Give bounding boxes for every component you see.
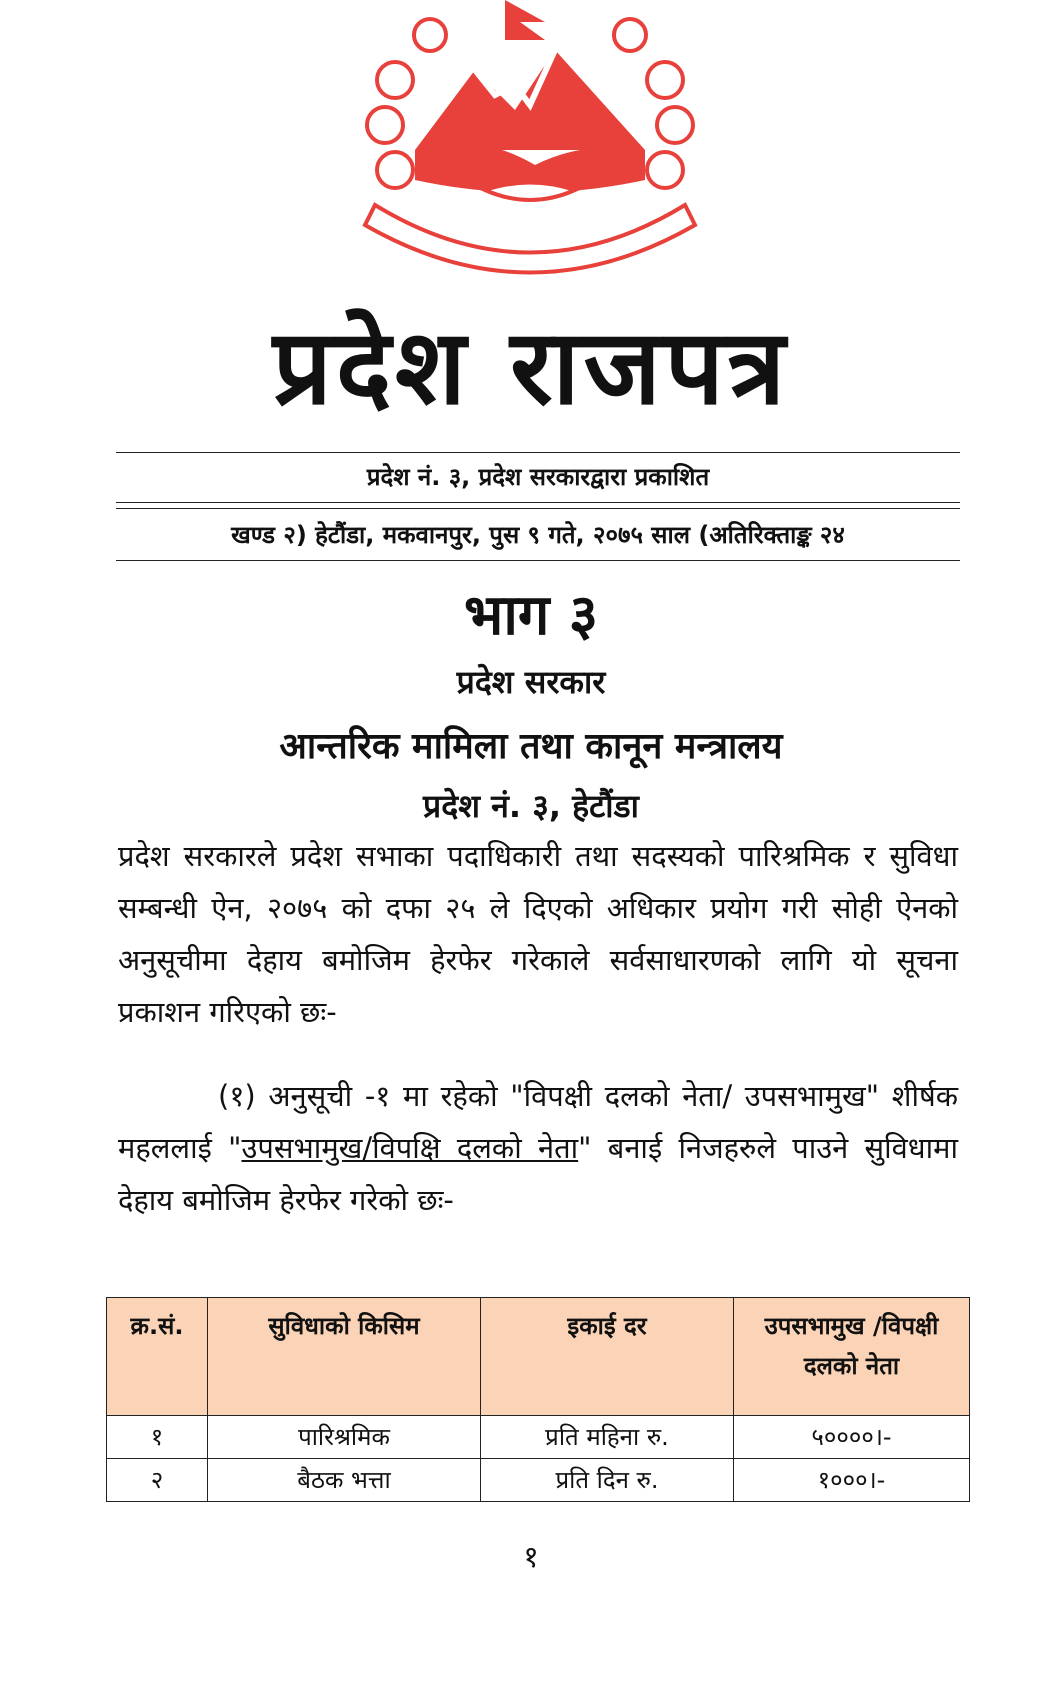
table-header-row <box>107 1298 970 1416</box>
underlined-title: उपसभामुख/विपक्षि दलको नेता <box>241 1131 579 1165</box>
col-facility-type: सुविधाको किसिम <box>208 1298 481 1416</box>
table-row <box>107 1459 970 1502</box>
intro-paragraph: प्रदेश सरकारले प्रदेश सभाका पदाधिकारी तथा सदस्यको पारिश्रमिक र सुविधा सम्बन्धी ऐन, २०७५ को दफा २५ ले दिएको अधिकार प्रयोग गरी सोही ऐनको अनुसूचीमा देहाय बमोजिम हेरफेर गरेकाले सर्वसाधारणको लागि यो सूचना प्रकाशन गरिएको छः- <box>118 839 958 1029</box>
cell-amount: ५००००।- <box>734 1416 970 1459</box>
cell-serial: २ <box>107 1459 208 1502</box>
facility-table <box>106 1297 970 1502</box>
issue-line: खण्ड २) हेटौंडा, मकवानपुर, पुस ९ गते, २०७५ साल (अतिरिक्ताङ्क २४ <box>231 521 845 549</box>
cell-rate: प्रति महिना रु. <box>481 1416 734 1459</box>
page-number: १ <box>523 1540 539 1575</box>
col-unit-rate: इकाई दर <box>481 1298 734 1416</box>
cell-rate: प्रति दिन रु. <box>481 1459 734 1502</box>
cell-facility: पारिश्रमिक <box>208 1416 481 1459</box>
location-heading: प्रदेश नं. ३, हेटौंडा <box>423 787 639 825</box>
gazette-title: प्रदेश राजपत्र <box>272 306 790 428</box>
cell-facility: बैठक भत्ता <box>208 1459 481 1502</box>
clause-text: (१) अनुसूची -१ मा रहेको "विपक्षी दलको नेता/ उपसभामुख" शीर्षक महललाई " <box>118 1079 958 1165</box>
part-heading: भाग ३ <box>463 583 599 648</box>
col-deputy-speaker-opposition-leader: उपसभामुख /विपक्षी दलको नेता <box>734 1298 970 1416</box>
divider <box>116 560 960 561</box>
divider <box>116 452 960 453</box>
publisher-line: प्रदेश नं. ३, प्रदेश सरकारद्वारा प्रकाशित <box>366 463 710 491</box>
cell-amount: १०००।- <box>734 1459 970 1502</box>
col-serial: क्र.सं. <box>107 1298 208 1416</box>
table-row <box>107 1416 970 1459</box>
government-heading: प्रदेश सरकार <box>456 663 606 701</box>
clause-paragraph <box>118 1070 958 1226</box>
nepal-emblem-icon <box>355 0 705 300</box>
clause-text: " बनाई निजहरुले पाउने सुविधामा देहाय बमोजिम हेरफेर गरेको छः- <box>118 1131 958 1217</box>
cell-serial: १ <box>107 1416 208 1459</box>
divider <box>116 508 960 509</box>
ministry-heading: आन्तरिक मामिला तथा कानून मन्त्रालय <box>279 726 783 767</box>
divider <box>116 502 960 503</box>
